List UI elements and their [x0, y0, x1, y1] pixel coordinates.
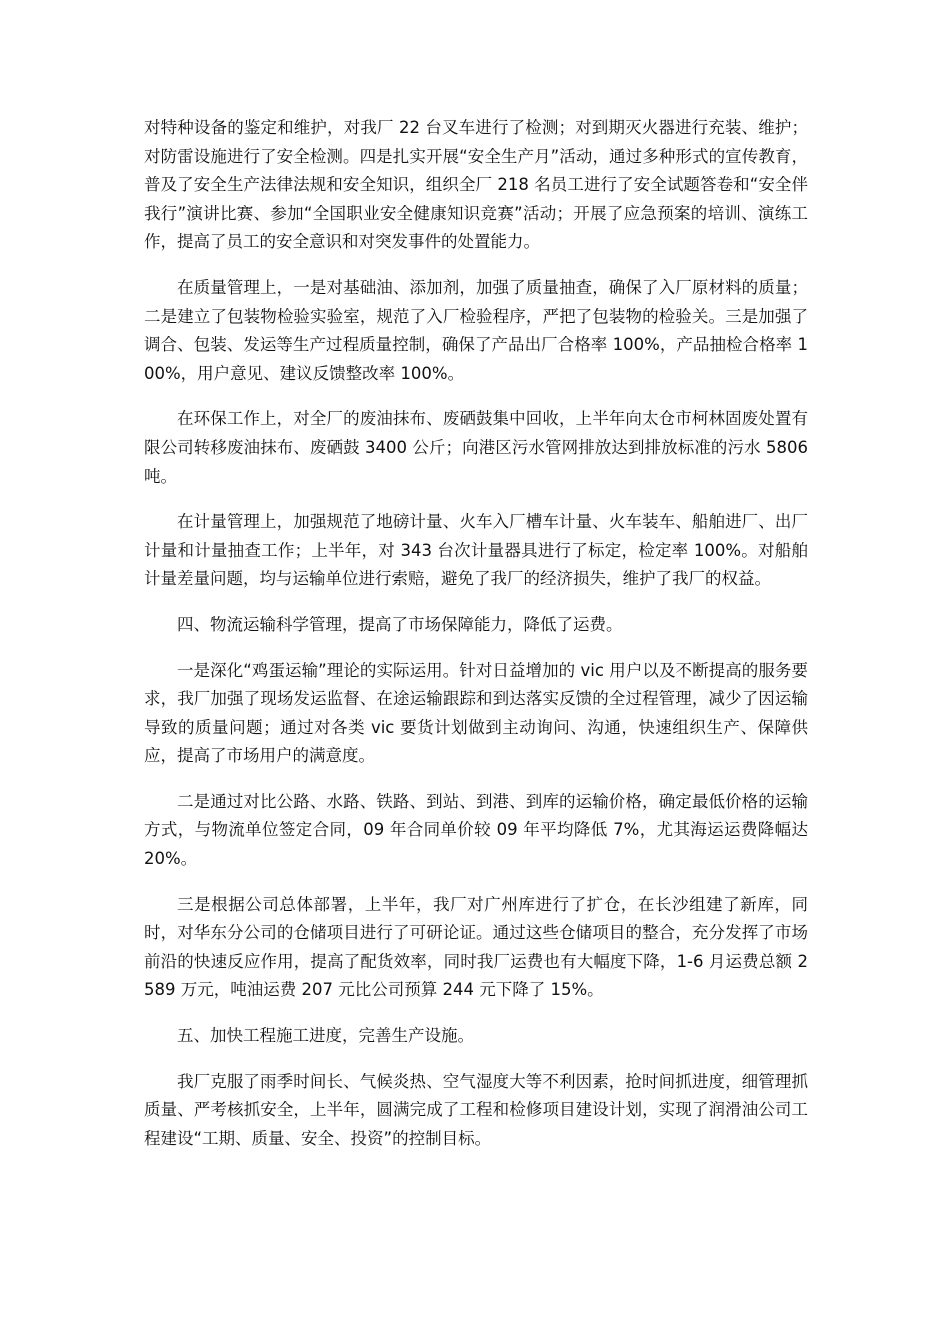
paragraph-warehouse-expansion: 三是根据公司总体部署，上半年，我厂对广州库进行了扩仓，在长沙组建了新库，同时，对华东分公司的仓储项目进行了可研论证。通过这些仓储项目的整合，充分发挥了市场前沿的快速反应作用，提高了配货效率，同时我厂运费也有大幅度下降，1-6 月运费总额 2589 万元，吨油运费 207 元比公司预算 244 元下降了 15%。	[144, 894, 808, 1000]
section-heading-construction: 五、加快工程施工进度，完善生产设施。	[177, 1026, 474, 1046]
document-body	[144, 114, 808, 1170]
paragraph-quality-management: 在质量管理上，一是对基础油、添加剂，加强了质量抽查，确保了入厂原材料的质量；二是建立了包装物检验实验室，规范了入厂检验程序，严把了包装物的检验关。三是加强了调合、包装、发运等生产过程质量控制，确保了产品出厂合格率 100%，产品抽检合格率 100%，用户意见、建议反馈整改率 100%。	[144, 277, 808, 383]
paragraph-construction-progress: 我厂克服了雨季时间长、气候炎热、空气湿度大等不利因素，抢时间抓进度，细管理抓质量、严考核抓安全，上半年，圆满完成了工程和检修项目建设计划，实现了润滑油公司工程建设“工期、质量、安全、投资”的控制目标。	[144, 1071, 808, 1148]
paragraph-transport-price-comparison: 二是通过对比公路、水路、铁路、到站、到港、到库的运输价格，确定最低价格的运输方式，与物流单位签定合同，09 年合同单价较 09 年平均降低 7%，尤其海运运费降幅达 20%。	[144, 791, 808, 869]
paragraph-safety-continued: 对特种设备的鉴定和维护，对我厂 22 台叉车进行了检测；对到期灭火器进行充装、维护；对防雷设施进行了安全检测。四是扎实开展“安全生产月”活动，通过多种形式的宣传教育，普及了安全生产法律法规和安全知识，组织全厂 218 名员工进行了安全试题答卷和“安全伴我行”演讲比赛、参加“全国职业安全健康知识竞赛”活动；开展了应急预案的培训、演练工作，提高了员工的安全意识和对突发事件的处置能力。	[144, 118, 808, 252]
paragraph-environmental-work: 在环保工作上，对全厂的废油抹布、废硒鼓集中回收，上半年向太仓市柯林固废处置有限公司转移废油抹布、废硒鼓 3400 公斤；向港区污水管网排放达到排放标准的污水 5806 吨。	[144, 409, 808, 486]
paragraph-metrology-management: 在计量管理上，加强规范了地磅计量、火车入厂槽车计量、火车装车、船舶进厂、出厂计量和计量抽查工作；上半年，对 343 台次计量器具进行了标定，检定率 100%。对船舶计量差量问题，均与运输单位进行索赔，避免了我厂的经济损失，维护了我厂的权益。	[144, 512, 808, 589]
paragraph-egg-transport: 一是深化“鸡蛋运输”理论的实际运用。针对日益增加的 vic 用户以及不断提高的服务要求，我厂加强了现场发运监督、在途运输跟踪和到达落实反馈的全过程管理，减少了因运输导致的质量问题；通过对各类 vic 要货计划做到主动询问、沟通，快速组织生产、保障供应，提高了市场用户的满意度。	[144, 660, 808, 766]
section-heading-logistics: 四、物流运输科学管理，提高了市场保障能力，降低了运费。	[177, 614, 623, 634]
